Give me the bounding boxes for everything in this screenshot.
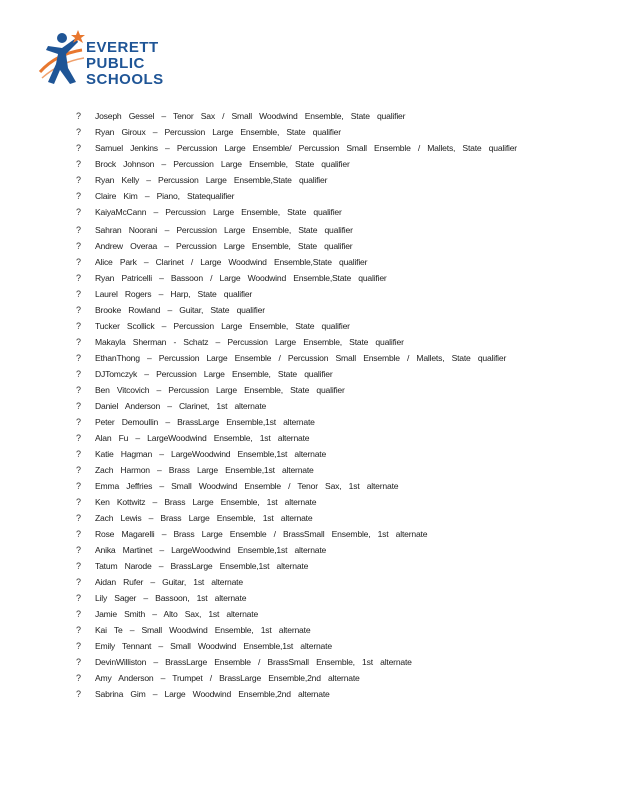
list-item-text: Rose Magarelli – Brass Large Ensemble / BrassSmall Ensemble, 1st alternate [95,529,428,539]
list-item-text: Sabrina Gim – Large Woodwind Ensemble,2nd alternate [95,689,330,699]
list-item [76,401,556,411]
list-item-text: Kai Te – Small Woodwind Ensemble, 1st alternate [95,625,311,635]
list-bullet: ? [76,689,81,699]
list-item [76,497,556,507]
list-item [76,641,556,651]
list-item [76,529,556,539]
list-bullet: ? [76,609,81,619]
list-bullet: ? [76,207,81,217]
list-bullet: ? [76,625,81,635]
list-bullet: ? [76,305,81,315]
list-item-text: Peter Demoullin – BrassLarge Ensemble,1st alternate [95,417,315,427]
list-item-text: Anika Martinet – LargeWoodwind Ensemble,1st alternate [95,545,327,555]
list-item-text: Tatum Narode – BrassLarge Ensemble,1st alternate [95,561,309,571]
list-item [76,127,556,137]
list-item-text: Jamie Smith – Alto Sax, 1st alternate [95,609,259,619]
list-bullet: ? [76,433,81,443]
logo-line-2: PUBLIC [86,55,145,72]
list-item-text: Emily Tennant – Small Woodwind Ensemble,1st alternate [95,641,332,651]
list-item-text: Sahran Noorani – Percussion Large Ensemble, State qualifier [95,225,353,235]
list-item [76,433,556,443]
list-bullet: ? [76,545,81,555]
list-item-text: Aidan Rufer – Guitar, 1st alternate [95,577,243,587]
list-item-text: Joseph Gessel – Tenor Sax / Small Woodwind Ensemble, State qualifier [95,111,406,121]
list-bullet: ? [76,417,81,427]
runner-star-swoosh-icon [38,28,88,92]
list-item [76,191,556,201]
list-bullet: ? [76,257,81,267]
list-item [76,561,556,571]
qualifier-list [76,111,556,705]
list-item [76,143,556,153]
list-item [76,369,556,379]
list-item [76,353,556,363]
list-bullet: ? [76,385,81,395]
list-bullet: ? [76,143,81,153]
list-item [76,513,556,523]
list-bullet: ? [76,289,81,299]
list-bullet: ? [76,401,81,411]
list-item-text: Emma Jeffries – Small Woodwind Ensemble / Tenor Sax, 1st alternate [95,481,399,491]
list-item-text: Alice Park – Clarinet / Large Woodwind Ensemble,State qualifier [95,257,368,267]
list-item-text: Lily Sager – Bassoon, 1st alternate [95,593,247,603]
list-item-text: Ryan Giroux – Percussion Large Ensemble, State qualifier [95,127,341,137]
list-item-text: Amy Anderson – Trumpet / BrassLarge Ensemble,2nd alternate [95,673,360,683]
list-item [76,625,556,635]
list-item [76,449,556,459]
list-item [76,385,556,395]
list-bullet: ? [76,191,81,201]
list-item [76,273,556,283]
list-item [76,481,556,491]
list-bullet: ? [76,175,81,185]
list-item-text: Claire Kim – Piano, Statequalifier [95,191,235,201]
list-item [76,289,556,299]
list-item [76,337,556,347]
list-item [76,321,556,331]
list-item-text: Samuel Jenkins – Percussion Large Ensemble/ Percussion Small Ensemble / Mallets, State qualifier [95,143,517,153]
list-item [76,225,556,235]
logo-line-3: SCHOOLS [86,71,164,88]
list-item [76,175,556,185]
list-item-text: Ryan Patricelli – Bassoon / Large Woodwind Ensemble,State qualifier [95,273,387,283]
list-item [76,159,556,169]
list-bullet: ? [76,111,81,121]
list-bullet: ? [76,321,81,331]
list-item-text: Katie Hagman – LargeWoodwind Ensemble,1st alternate [95,449,327,459]
list-item [76,465,556,475]
list-bullet: ? [76,497,81,507]
list-bullet: ? [76,337,81,347]
list-item-text: Makayla Sherman - Schatz – Percussion Large Ensemble, State qualifier [95,337,404,347]
list-item-text: Ken Kottwitz – Brass Large Ensemble, 1st alternate [95,497,317,507]
list-item [76,257,556,267]
list-bullet: ? [76,673,81,683]
list-item [76,609,556,619]
list-item-text: Laurel Rogers – Harp, State qualifier [95,289,253,299]
list-bullet: ? [76,481,81,491]
list-item [76,657,556,667]
list-bullet: ? [76,369,81,379]
list-item [76,241,556,251]
everett-public-schools-logo [38,28,178,96]
list-item-text: Zach Harmon – Brass Large Ensemble,1st alternate [95,465,314,475]
list-bullet: ? [76,529,81,539]
list-item [76,673,556,683]
list-item-text: Zach Lewis – Brass Large Ensemble, 1st alternate [95,513,313,523]
list-bullet: ? [76,241,81,251]
list-bullet: ? [76,593,81,603]
list-item-text: KaiyaMcCann – Percussion Large Ensemble, State qualifier [95,207,342,217]
list-bullet: ? [76,273,81,283]
logo-line-1: EVERETT [86,39,159,56]
list-item-text: Andrew Overaa – Percussion Large Ensemble, State qualifier [95,241,353,251]
list-item [76,207,556,217]
list-item-text: DevinWilliston – BrassLarge Ensemble / BrassSmall Ensemble, 1st alternate [95,657,412,667]
list-bullet: ? [76,159,81,169]
list-item-text: DJTomczyk – Percussion Large Ensemble, State qualifier [95,369,333,379]
list-bullet: ? [76,127,81,137]
list-bullet: ? [76,449,81,459]
list-item [76,545,556,555]
list-item [76,593,556,603]
list-item-text: Ryan Kelly – Percussion Large Ensemble,State qualifier [95,175,328,185]
list-item [76,577,556,587]
list-bullet: ? [76,657,81,667]
list-item-text: Brooke Rowland – Guitar, State qualifier [95,305,265,315]
list-bullet: ? [76,641,81,651]
list-bullet: ? [76,513,81,523]
list-bullet: ? [76,225,81,235]
list-item [76,689,556,699]
list-item-text: Tucker Scollick – Percussion Large Ensemble, State qualifier [95,321,350,331]
list-item-text: Ben Vitcovich – Percussion Large Ensemble, State qualifier [95,385,345,395]
list-bullet: ? [76,465,81,475]
list-bullet: ? [76,353,81,363]
list-item [76,417,556,427]
list-item-text: Daniel Anderson – Clarinet, 1st alternate [95,401,267,411]
list-bullet: ? [76,561,81,571]
list-item-text: Brock Johnson – Percussion Large Ensemble, State qualifier [95,159,350,169]
list-bullet: ? [76,577,81,587]
list-item-text: Alan Fu – LargeWoodwind Ensemble, 1st alternate [95,433,310,443]
list-item [76,111,556,121]
list-item-text: EthanThong – Percussion Large Ensemble / Percussion Small Ensemble / Mallets, State qualifier [95,353,507,363]
list-item [76,305,556,315]
